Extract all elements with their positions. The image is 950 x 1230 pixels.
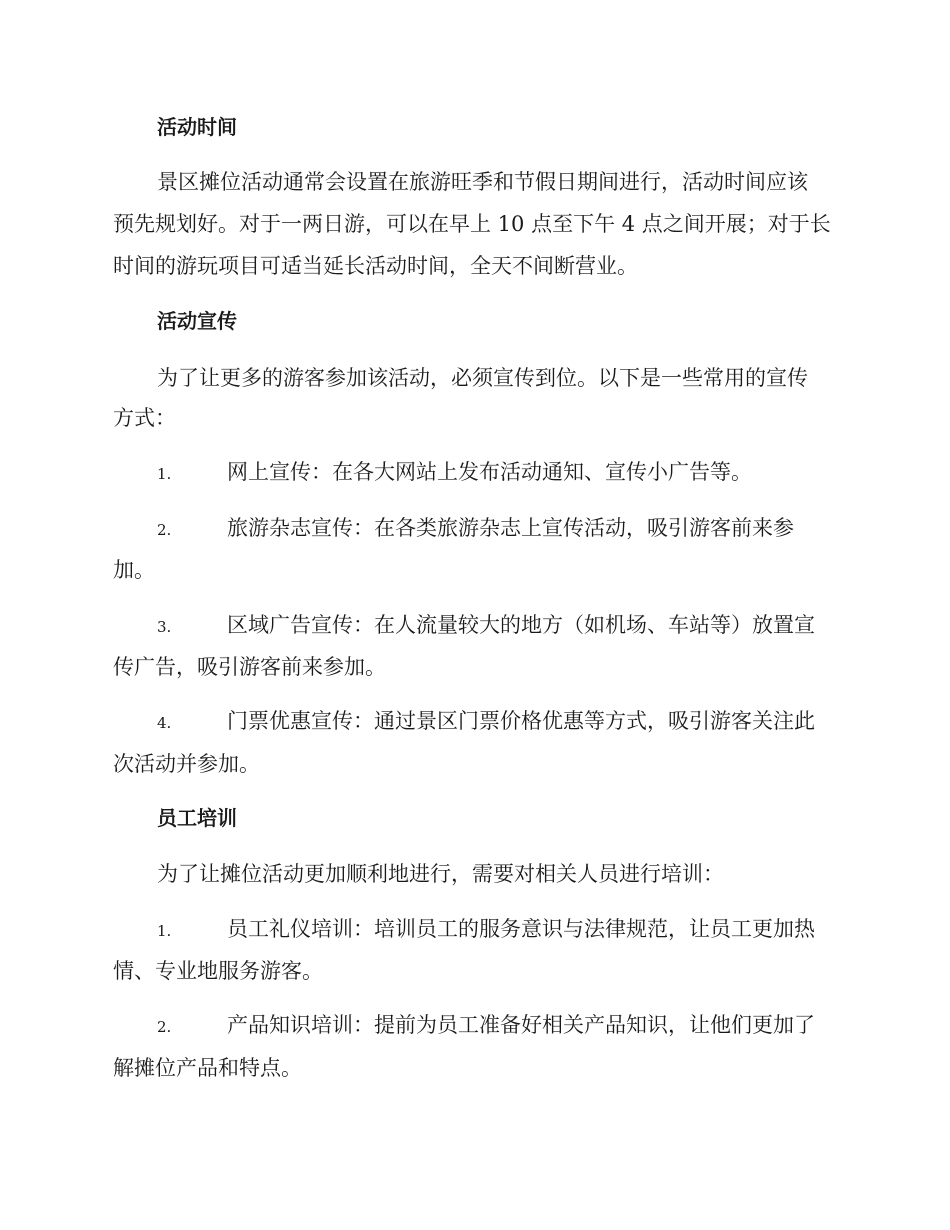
list-item-text: 区域广告宣传：在人流量较大的地方（如机场、车站等）放置宣: [227, 613, 815, 637]
list-item-text: 旅游杂志宣传：在各类旅游杂志上宣传活动，吸引游客前来参: [227, 516, 794, 540]
list-item-text: 员工礼仪培训：培训员工的服务意识与法律规范，让员工更加热: [227, 917, 815, 941]
list-item-continuation: 传广告，吸引游客前来参加。: [113, 655, 386, 679]
list-item-number: 2.: [157, 521, 172, 539]
list-item-continuation: 情、专业地服务游客。: [113, 959, 323, 983]
time-paragraph-line-3: 时间的游玩项目可适当延长活动时间，全天不间断营业。: [113, 254, 638, 278]
training-intro: 为了让摊位活动更加顺利地进行，需要对相关人员进行培训：: [157, 862, 724, 886]
list-item-continuation: 次活动并参加。: [113, 752, 260, 776]
heading-activity-promotion: 活动宣传: [157, 309, 237, 333]
list-item-number: 1.: [157, 922, 172, 940]
heading-activity-time: 活动时间: [157, 115, 237, 139]
list-item-number: 3.: [157, 618, 172, 636]
time-paragraph-line-1: 景区摊位活动通常会设置在旅游旺季和节假日期间进行，活动时间应该: [157, 170, 808, 194]
heading-staff-training: 员工培训: [157, 806, 237, 830]
list-item-text: 产品知识培训：提前为员工准备好相关产品知识，让他们更加了: [227, 1013, 815, 1037]
promo-intro-line-1: 为了让更多的游客参加该活动，必须宣传到位。以下是一些常用的宣传: [157, 366, 808, 390]
list-item-number: 2.: [157, 1018, 172, 1036]
list-item-number: 4.: [157, 714, 172, 732]
list-item-number: 1.: [157, 465, 172, 483]
list-item-continuation: 解摊位产品和特点。: [113, 1056, 302, 1080]
time-paragraph-line-2: 预先规划好。对于一两日游，可以在早上 10 点至下午 4 点之间开展；对于长: [113, 212, 831, 236]
list-item-continuation: 加。: [113, 558, 155, 582]
list-item-text: 门票优惠宣传：通过景区门票价格优惠等方式，吸引游客关注此: [227, 709, 815, 733]
list-item-text: 网上宣传：在各大网站上发布活动通知、宣传小广告等。: [227, 460, 752, 484]
promo-intro-line-2: 方式：: [113, 406, 176, 430]
